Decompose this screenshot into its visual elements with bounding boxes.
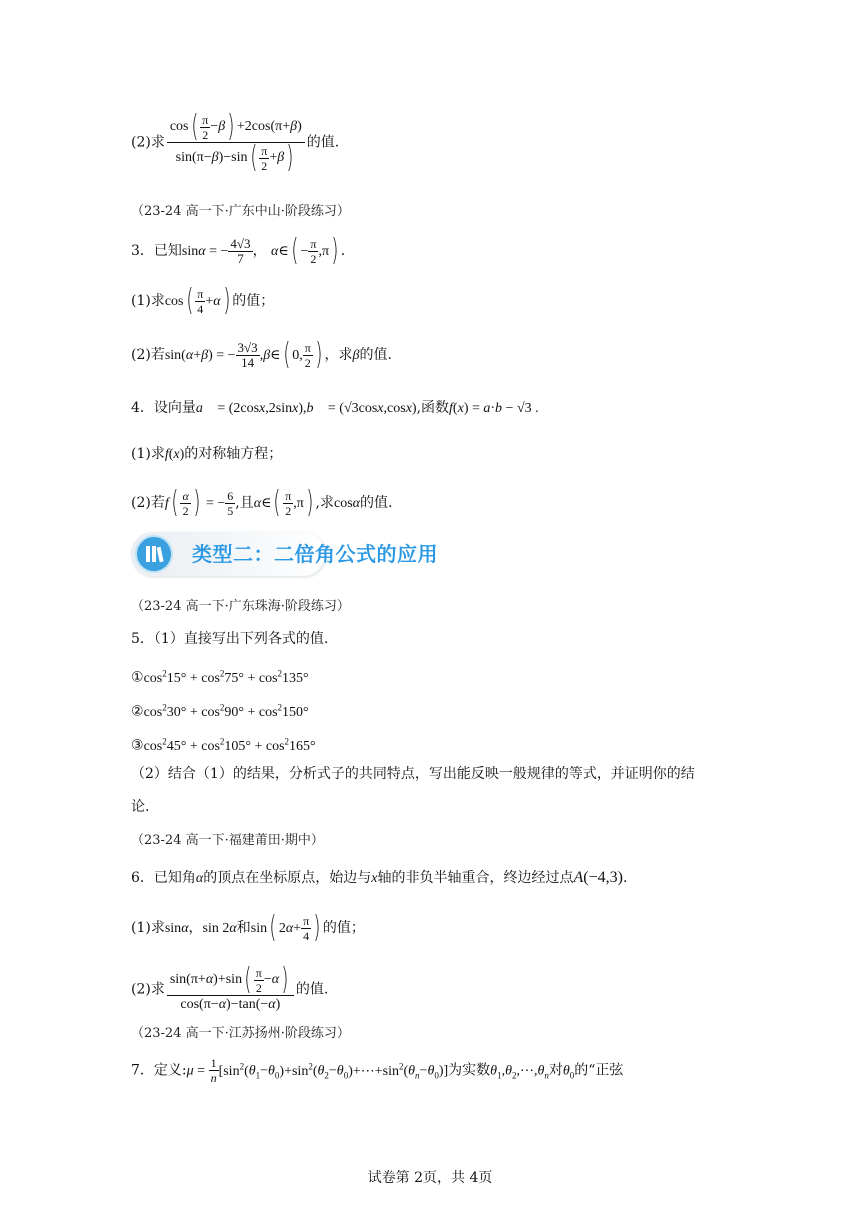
q7-stem: 7．定义:μ = $\frac{1}{n}$ $[\sin^2(\theta_1-\theta_0)+\sin^2(\theta_2-\theta_0)+\cdots+\sin^2(\theta_n-\theta_0)]$为实数$\theta_1,\theta_2,\cdots,\theta_n$对$\theta_0$的“正弦	[131, 1056, 624, 1086]
q5-item: $①\cos^215^\circ + \cos^275^\circ + \cos^2135^\circ$	[131, 668, 309, 686]
q4-part2: (2)若f( $\frac{\alpha}{2}$ ) = − $\frac{6}{5}$ ,且α∈( $\frac{\pi}{2}$ ,π) ,求cosα的值.	[131, 485, 393, 520]
q5-part2: （2）结合（1）的结果，分析式子的共同特点，写出能反映一般规律的等式，并证明你的结	[131, 766, 695, 782]
books-icon	[137, 537, 171, 571]
page-footer: 试卷第 2页，共 4页	[367, 1170, 493, 1186]
q5-stem: 5．（1）直接写出下列各式的值.	[131, 631, 329, 647]
q6-fraction: sin(π+α)+sin( $\frac{\pi}{2}$ −α) cos(π−α)−tan(−α)	[167, 965, 294, 1014]
q4-stem: 4．设向量a⃗ = (2cosx,2sinx),b⃗ = (√3cosx,cosx),函数f(x) = a·b − √3 .	[131, 400, 539, 416]
source-note: （23-24 高一下·广东珠海·阶段练习）	[131, 599, 350, 614]
source-note: （23-24 高一下·江苏扬州·阶段练习）	[131, 1026, 350, 1041]
section-title: 类型二：二倍角公式的应用	[192, 542, 438, 566]
q5-part2-cont: 论.	[131, 799, 150, 815]
q2-part2: (2)求 cos( $\frac{\pi}{2}$ −β) +2cos(π+β) sin(π−β)−sin( $\frac{\pi}{2}$ +β) 的值.	[131, 109, 340, 175]
q2-fraction: cos( $\frac{\pi}{2}$ −β) +2cos(π+β) sin(π−β)−sin( $\frac{\pi}{2}$ +β)	[167, 112, 305, 173]
q5-item: $③\cos^245^\circ + \cos^2105^\circ + \cos^2165^\circ$	[131, 736, 316, 754]
section-banner	[131, 532, 438, 576]
q6-part2: (2)求 sin(π+α)+sin( $\frac{\pi}{2}$ −α) cos(π−α)−tan(−α) 的值.	[131, 962, 329, 1012]
q4-part1: (1)求f(x)的对称轴方程；	[131, 446, 283, 462]
q3-part2: (2)若sin(α+β) = − $\frac{3√3}{14}$ ,β∈( 0, $\frac{\pi}{2}$ ) ，求β的值.	[131, 337, 392, 372]
q5-item: $②\cos^230^\circ + \cos^290^\circ + \cos^2150^\circ$	[131, 702, 309, 720]
q6-part1: (1)求sinα，sin 2α和sin( 2α+ $\frac{\pi}{4}$ ) 的值；	[131, 910, 365, 945]
source-note: （23-24 高一下·福建莆田·期中）	[131, 833, 324, 848]
q3-part1: (1)求cos( $\frac{\pi}{4}$ +α) 的值；	[131, 283, 275, 318]
source-note: （23-24 高一下·广东中山·阶段练习）	[131, 204, 350, 219]
q3-stem: 3．已知sinα = − $\frac{4√3}{7}$ ， α∈( − $\frac{\pi}{2}$ ,π) .	[131, 233, 346, 268]
q6-stem: 6．已知角α的顶点在坐标原点，始边与x轴的非负半轴重合，终边经过点A(−4,3).	[131, 869, 628, 886]
